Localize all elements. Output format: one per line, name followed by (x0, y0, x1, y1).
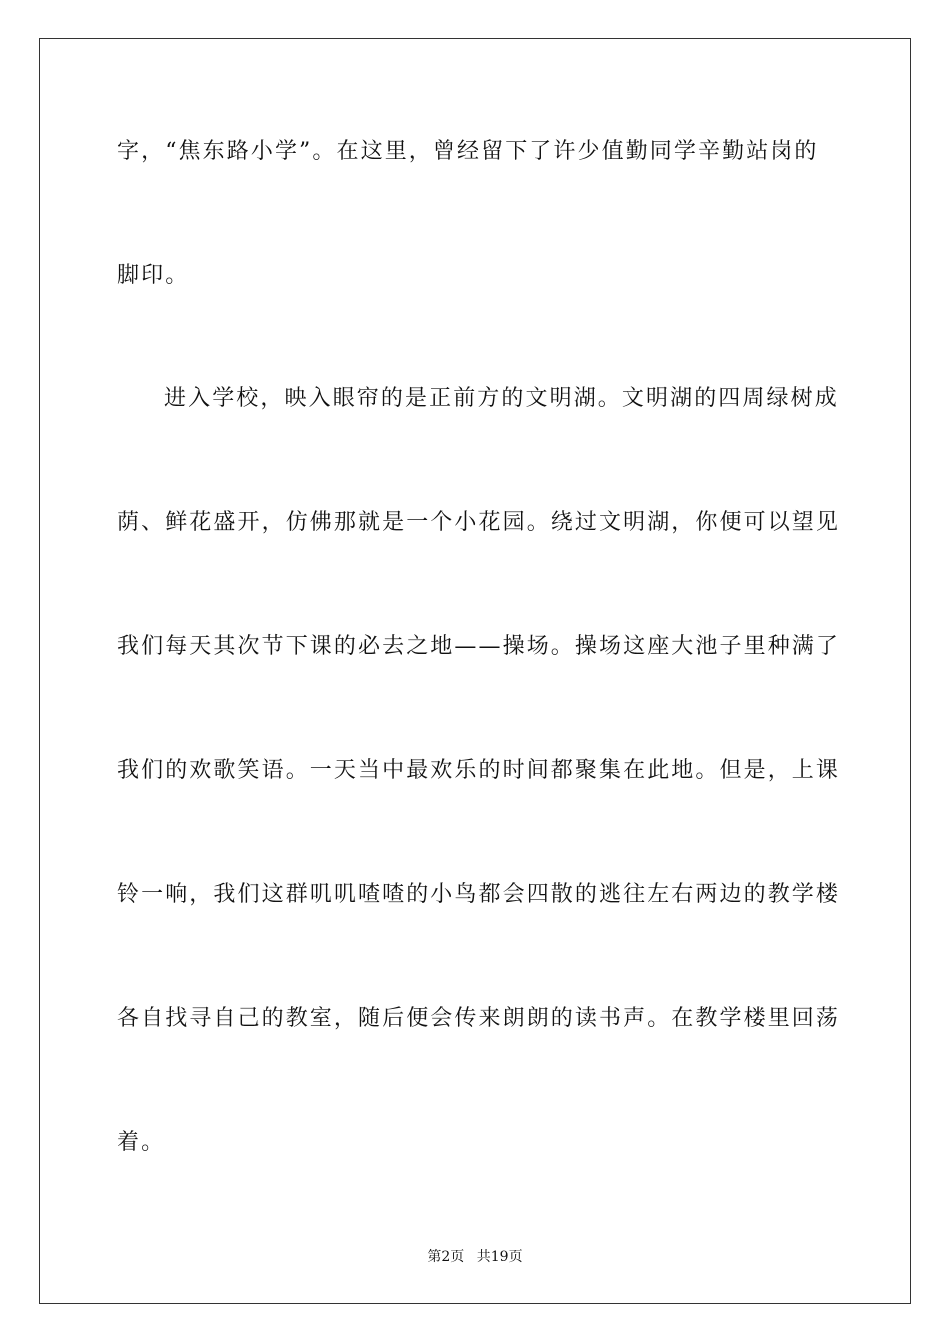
page-footer (0, 1247, 950, 1267)
text-line: 字，“焦东路小学”。在这里，曾经留下了许少值勤同学辛勤站岗的 (117, 139, 819, 164)
text-line: 荫、鲜花盛开，仿佛那就是一个小花园。绕过文明湖，你便可以望见 (117, 510, 841, 535)
text-line: 我们每天其次节下课的必去之地——操场。操场这座大池子里种满了 (117, 634, 841, 659)
text-line: 我们的欢歌笑语。一天当中最欢乐的时间都聚集在此地。但是，上课 (117, 758, 841, 783)
text-line: 脚印。 (117, 263, 190, 288)
text-line: 各自找寻自己的教室，随后便会传来朗朗的读书声。在教学楼里回荡 (117, 1006, 841, 1031)
text-line: 着。 (117, 1130, 166, 1155)
page-total: 共19页 (476, 1249, 523, 1265)
page-number: 第2页 (427, 1249, 465, 1265)
text-line: 铃一响，我们这群叽叽喳喳的小鸟都会四散的逃往左右两边的教学楼 (117, 882, 841, 907)
page-border (39, 38, 911, 1304)
paragraph-first-line: 进入学校，映入眼帘的是正前方的文明湖。文明湖的四周绿树成 (164, 386, 839, 411)
